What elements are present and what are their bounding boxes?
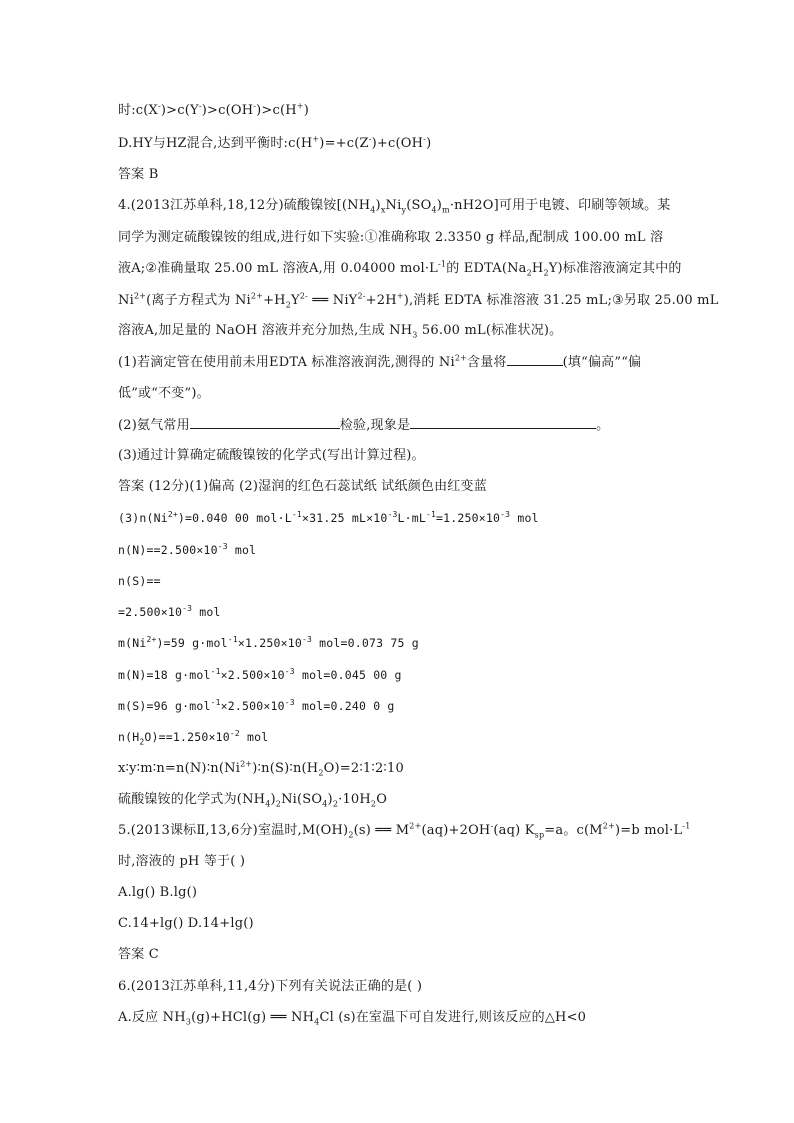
line-text: mol=0.073 75 g bbox=[312, 636, 419, 650]
text-line-24 bbox=[118, 822, 691, 840]
line-text: m(S)=96 g·mol bbox=[118, 699, 211, 713]
line-text: O bbox=[376, 792, 388, 807]
superscript: 2+ bbox=[602, 821, 615, 831]
subscript: 4 bbox=[314, 1017, 320, 1027]
text-line-5 bbox=[118, 229, 663, 247]
superscript: -3 bbox=[387, 510, 398, 520]
line-text: Ni(SO bbox=[281, 792, 323, 807]
line-text: 答案 (12分)(1)偏高 (2)湿润的红色石蕊试纸 试纸颜色由红变蓝 bbox=[118, 479, 487, 494]
text-line-3 bbox=[118, 166, 159, 184]
line-text: )=b mol·L bbox=[615, 823, 683, 838]
superscript: 2- bbox=[357, 291, 366, 301]
line-text: 答案 B bbox=[118, 167, 159, 182]
superscript: - bbox=[423, 134, 427, 144]
line-text: 低”或“不变”)。 bbox=[118, 386, 210, 401]
line-text: 含量将 bbox=[467, 355, 507, 370]
text-line-17 bbox=[118, 603, 221, 621]
line-text: 检验,现象是 bbox=[339, 418, 411, 433]
answer-blank bbox=[410, 416, 596, 429]
line-text: x∶y∶m∶n=n(N)∶n(Ni bbox=[118, 761, 241, 776]
line-text: 时,溶液的 pH 等于( ) bbox=[118, 854, 246, 869]
line-text: 时:c(X bbox=[118, 103, 158, 118]
answer-blank bbox=[190, 416, 340, 429]
superscript: -1 bbox=[682, 821, 691, 831]
line-text: ·nH2O]可用于电镀、印刷等领域。某 bbox=[449, 198, 671, 213]
superscript: 2+ bbox=[167, 510, 178, 520]
line-text: )=0.040 00 mol·L bbox=[177, 511, 292, 525]
subscript: 4 bbox=[322, 799, 328, 809]
superscript: -3 bbox=[182, 604, 193, 614]
line-text: H bbox=[531, 261, 544, 276]
text-line-28 bbox=[118, 946, 159, 964]
line-text: m(N)=18 g·mol bbox=[118, 668, 211, 682]
text-line-15 bbox=[118, 541, 256, 559]
line-text: ),消耗 EDTA 标准溶液 31.25 mL;③另取 25.00 mL bbox=[403, 293, 719, 308]
line-text: O)==1.250×10 bbox=[144, 730, 230, 744]
line-text: n(S)== bbox=[118, 574, 161, 588]
line-text: )>c(OH bbox=[201, 103, 254, 118]
line-text: ══ NiY bbox=[308, 293, 358, 308]
line-text: mol bbox=[227, 543, 257, 557]
superscript: 2+ bbox=[250, 291, 264, 301]
answer-blank bbox=[507, 353, 563, 366]
subscript: 2 bbox=[285, 300, 292, 310]
text-line-18 bbox=[118, 634, 419, 652]
text-line-8 bbox=[118, 322, 562, 340]
superscript: -1 bbox=[438, 259, 447, 269]
line-text: ×1.250×10 bbox=[237, 636, 302, 650]
line-text: 液A;②准确量取 25.00 mL 溶液A,用 0.04000 mol·L bbox=[118, 261, 439, 276]
subscript: 2 bbox=[275, 799, 282, 809]
line-text: Y bbox=[291, 293, 300, 308]
line-text: A.lg() B.lg() bbox=[118, 885, 198, 900]
line-text: (2)氨气常用 bbox=[118, 418, 190, 433]
superscript: - bbox=[158, 101, 161, 111]
line-text: 4.(2013江苏单科,18,12分)硫酸镍铵[(NH bbox=[118, 198, 371, 213]
subscript: 2 bbox=[318, 768, 324, 778]
line-text: 的 EDTA(Na bbox=[446, 261, 527, 276]
superscript: -1 bbox=[227, 635, 238, 645]
line-text: (3)n(Ni bbox=[118, 511, 168, 525]
line-text: Ni bbox=[118, 293, 134, 308]
text-line-23 bbox=[118, 791, 387, 809]
line-text: ×2.500×10 bbox=[220, 699, 285, 713]
subscript: 2 bbox=[526, 268, 532, 278]
line-text: ) bbox=[375, 198, 381, 213]
line-text: 溶液A,加足量的 NaOH 溶液并充分加热,生成 NH bbox=[118, 323, 413, 338]
line-text: A.反应 NH bbox=[118, 1010, 186, 1025]
superscript: 2+ bbox=[146, 635, 157, 645]
superscript: 2+ bbox=[240, 759, 253, 769]
line-text: ) bbox=[270, 792, 276, 807]
line-text: )+c(OH bbox=[371, 136, 424, 151]
line-text: )>c(Y bbox=[160, 103, 199, 118]
line-text: +2H bbox=[365, 293, 397, 308]
line-text: D.HY与HZ混合,达到平衡时:c(H bbox=[118, 136, 313, 151]
line-text: (1)若滴定管在使用前未用EDTA 标准溶液润洗,测得的 Ni bbox=[118, 355, 455, 370]
subscript: 2 bbox=[332, 799, 339, 809]
line-text: mol=0.240 0 g bbox=[294, 699, 395, 713]
superscript: -1 bbox=[425, 510, 437, 520]
text-line-11 bbox=[118, 416, 609, 435]
text-line-2 bbox=[118, 135, 431, 153]
text-line-16 bbox=[118, 572, 161, 590]
line-text: mol bbox=[192, 605, 221, 619]
subscript: y bbox=[401, 205, 407, 215]
line-text: )=+c(Z bbox=[319, 136, 369, 151]
line-text: ) bbox=[426, 136, 432, 151]
line-text: O)=2∶1∶2∶10 bbox=[323, 761, 404, 776]
line-text: ) bbox=[303, 103, 309, 118]
superscript: -3 bbox=[217, 542, 228, 552]
text-line-26 bbox=[118, 884, 197, 902]
line-text: Y)标准溶液滴定其中的 bbox=[548, 261, 682, 276]
line-text: =2.500×10 bbox=[118, 605, 183, 619]
line-text: 。 bbox=[596, 418, 610, 433]
line-text: 同学为测定硫酸镍铵的组成,进行如下实验:①准确称取 2.3350 g 样品,配制成 100.00 mL 溶 bbox=[118, 230, 664, 245]
text-line-25 bbox=[118, 853, 245, 871]
subscript: 3 bbox=[412, 330, 418, 340]
text-line-4 bbox=[118, 197, 671, 215]
line-text: ×2.500×10 bbox=[220, 668, 285, 682]
text-line-6 bbox=[118, 260, 682, 278]
line-text: (SO bbox=[406, 198, 432, 213]
superscript: + bbox=[312, 134, 320, 144]
superscript: -1 bbox=[291, 510, 302, 520]
text-line-13 bbox=[118, 478, 487, 496]
line-text: (aq) K bbox=[493, 823, 535, 838]
line-text: Cl (s)在室温下可自发进行,则该反应的△H<0 bbox=[319, 1010, 587, 1025]
subscript: 4 bbox=[370, 205, 376, 215]
line-text: ) bbox=[327, 792, 333, 807]
line-text: )∶n(S)∶n(H bbox=[252, 761, 319, 776]
superscript: -1 bbox=[210, 667, 221, 677]
text-line-19 bbox=[118, 666, 402, 684]
line-text: n(H bbox=[118, 730, 140, 744]
subscript: x bbox=[380, 205, 386, 215]
superscript: 2+ bbox=[133, 291, 147, 301]
subscript: 2 bbox=[139, 737, 145, 747]
superscript: - bbox=[253, 101, 257, 111]
line-text: 5.(2013课标Ⅱ,13,6分)室温时,M(OH) bbox=[118, 823, 349, 838]
line-text: mol bbox=[239, 730, 269, 744]
line-text: ×31.25 mL×10 bbox=[301, 511, 388, 525]
superscript: - bbox=[368, 134, 372, 144]
line-text: ) bbox=[436, 198, 443, 213]
line-text: (3)通过计算确定硫酸镍铵的化学式(写出计算过程)。 bbox=[118, 448, 425, 463]
line-text: )=59 g·mol bbox=[156, 636, 228, 650]
line-text: mol=0.045 00 g bbox=[294, 668, 402, 682]
superscript: -2 bbox=[229, 729, 240, 739]
line-text: C.14+lg() D.14+lg() bbox=[118, 916, 254, 931]
line-text: n(N)==2.500×10 bbox=[118, 543, 218, 557]
subscript: 2 bbox=[543, 268, 549, 278]
line-text: (s) ══ M bbox=[353, 823, 410, 838]
superscript: + bbox=[296, 101, 304, 111]
subscript: sp bbox=[534, 830, 545, 840]
subscript: 3 bbox=[185, 1017, 192, 1027]
superscript: -3 bbox=[284, 667, 295, 677]
subscript: 4 bbox=[431, 205, 437, 215]
text-line-29 bbox=[118, 978, 422, 996]
text-line-9 bbox=[118, 353, 641, 372]
subscript: 4 bbox=[265, 799, 271, 809]
subscript: 2 bbox=[348, 830, 354, 840]
superscript: 2+ bbox=[409, 821, 422, 831]
superscript: 2- bbox=[299, 291, 309, 301]
text-line-7 bbox=[118, 292, 719, 310]
line-text: +H bbox=[263, 293, 286, 308]
superscript: -3 bbox=[284, 698, 295, 708]
line-text: m(Ni bbox=[118, 636, 147, 650]
line-text: )>c(H bbox=[256, 103, 297, 118]
line-text: 答案 C bbox=[118, 947, 159, 962]
superscript: -3 bbox=[301, 635, 313, 645]
text-line-12 bbox=[118, 447, 425, 465]
superscript: -1 bbox=[210, 698, 221, 708]
line-text: (离子方程式为 Ni bbox=[146, 293, 251, 308]
line-text: 56.00 mL(标准状况)。 bbox=[417, 323, 563, 338]
line-text: =1.250×10 bbox=[436, 511, 501, 525]
text-line-30 bbox=[118, 1009, 586, 1027]
text-line-10 bbox=[118, 385, 210, 403]
line-text: =a。c(M bbox=[544, 823, 603, 838]
text-line-27 bbox=[118, 915, 254, 933]
line-text: mol bbox=[510, 511, 539, 525]
superscript: -3 bbox=[500, 510, 511, 520]
line-text: ·10H bbox=[338, 792, 371, 807]
text-line-14 bbox=[118, 509, 539, 527]
text-line-21 bbox=[118, 728, 268, 746]
line-text: 硫酸镍铵的化学式为(NH bbox=[118, 792, 266, 807]
text-line-22 bbox=[118, 760, 404, 778]
line-text: (aq)+2OH bbox=[421, 823, 491, 838]
superscript: 2+ bbox=[454, 353, 468, 363]
line-text: (g)+HCl(g) ══ NH bbox=[191, 1010, 315, 1025]
text-line-1 bbox=[118, 102, 309, 120]
line-text: L·mL bbox=[397, 511, 426, 525]
text-line-20 bbox=[118, 697, 395, 715]
subscript: 2 bbox=[370, 799, 377, 809]
superscript: + bbox=[396, 291, 404, 301]
superscript: - bbox=[198, 101, 202, 111]
line-text: 6.(2013江苏单科,11,4分)下列有关说法正确的是( ) bbox=[118, 979, 423, 994]
superscript: - bbox=[490, 821, 494, 831]
line-text: (填“偏高”“偏 bbox=[562, 355, 642, 370]
subscript: m bbox=[442, 205, 450, 215]
line-text: Ni bbox=[385, 198, 402, 213]
